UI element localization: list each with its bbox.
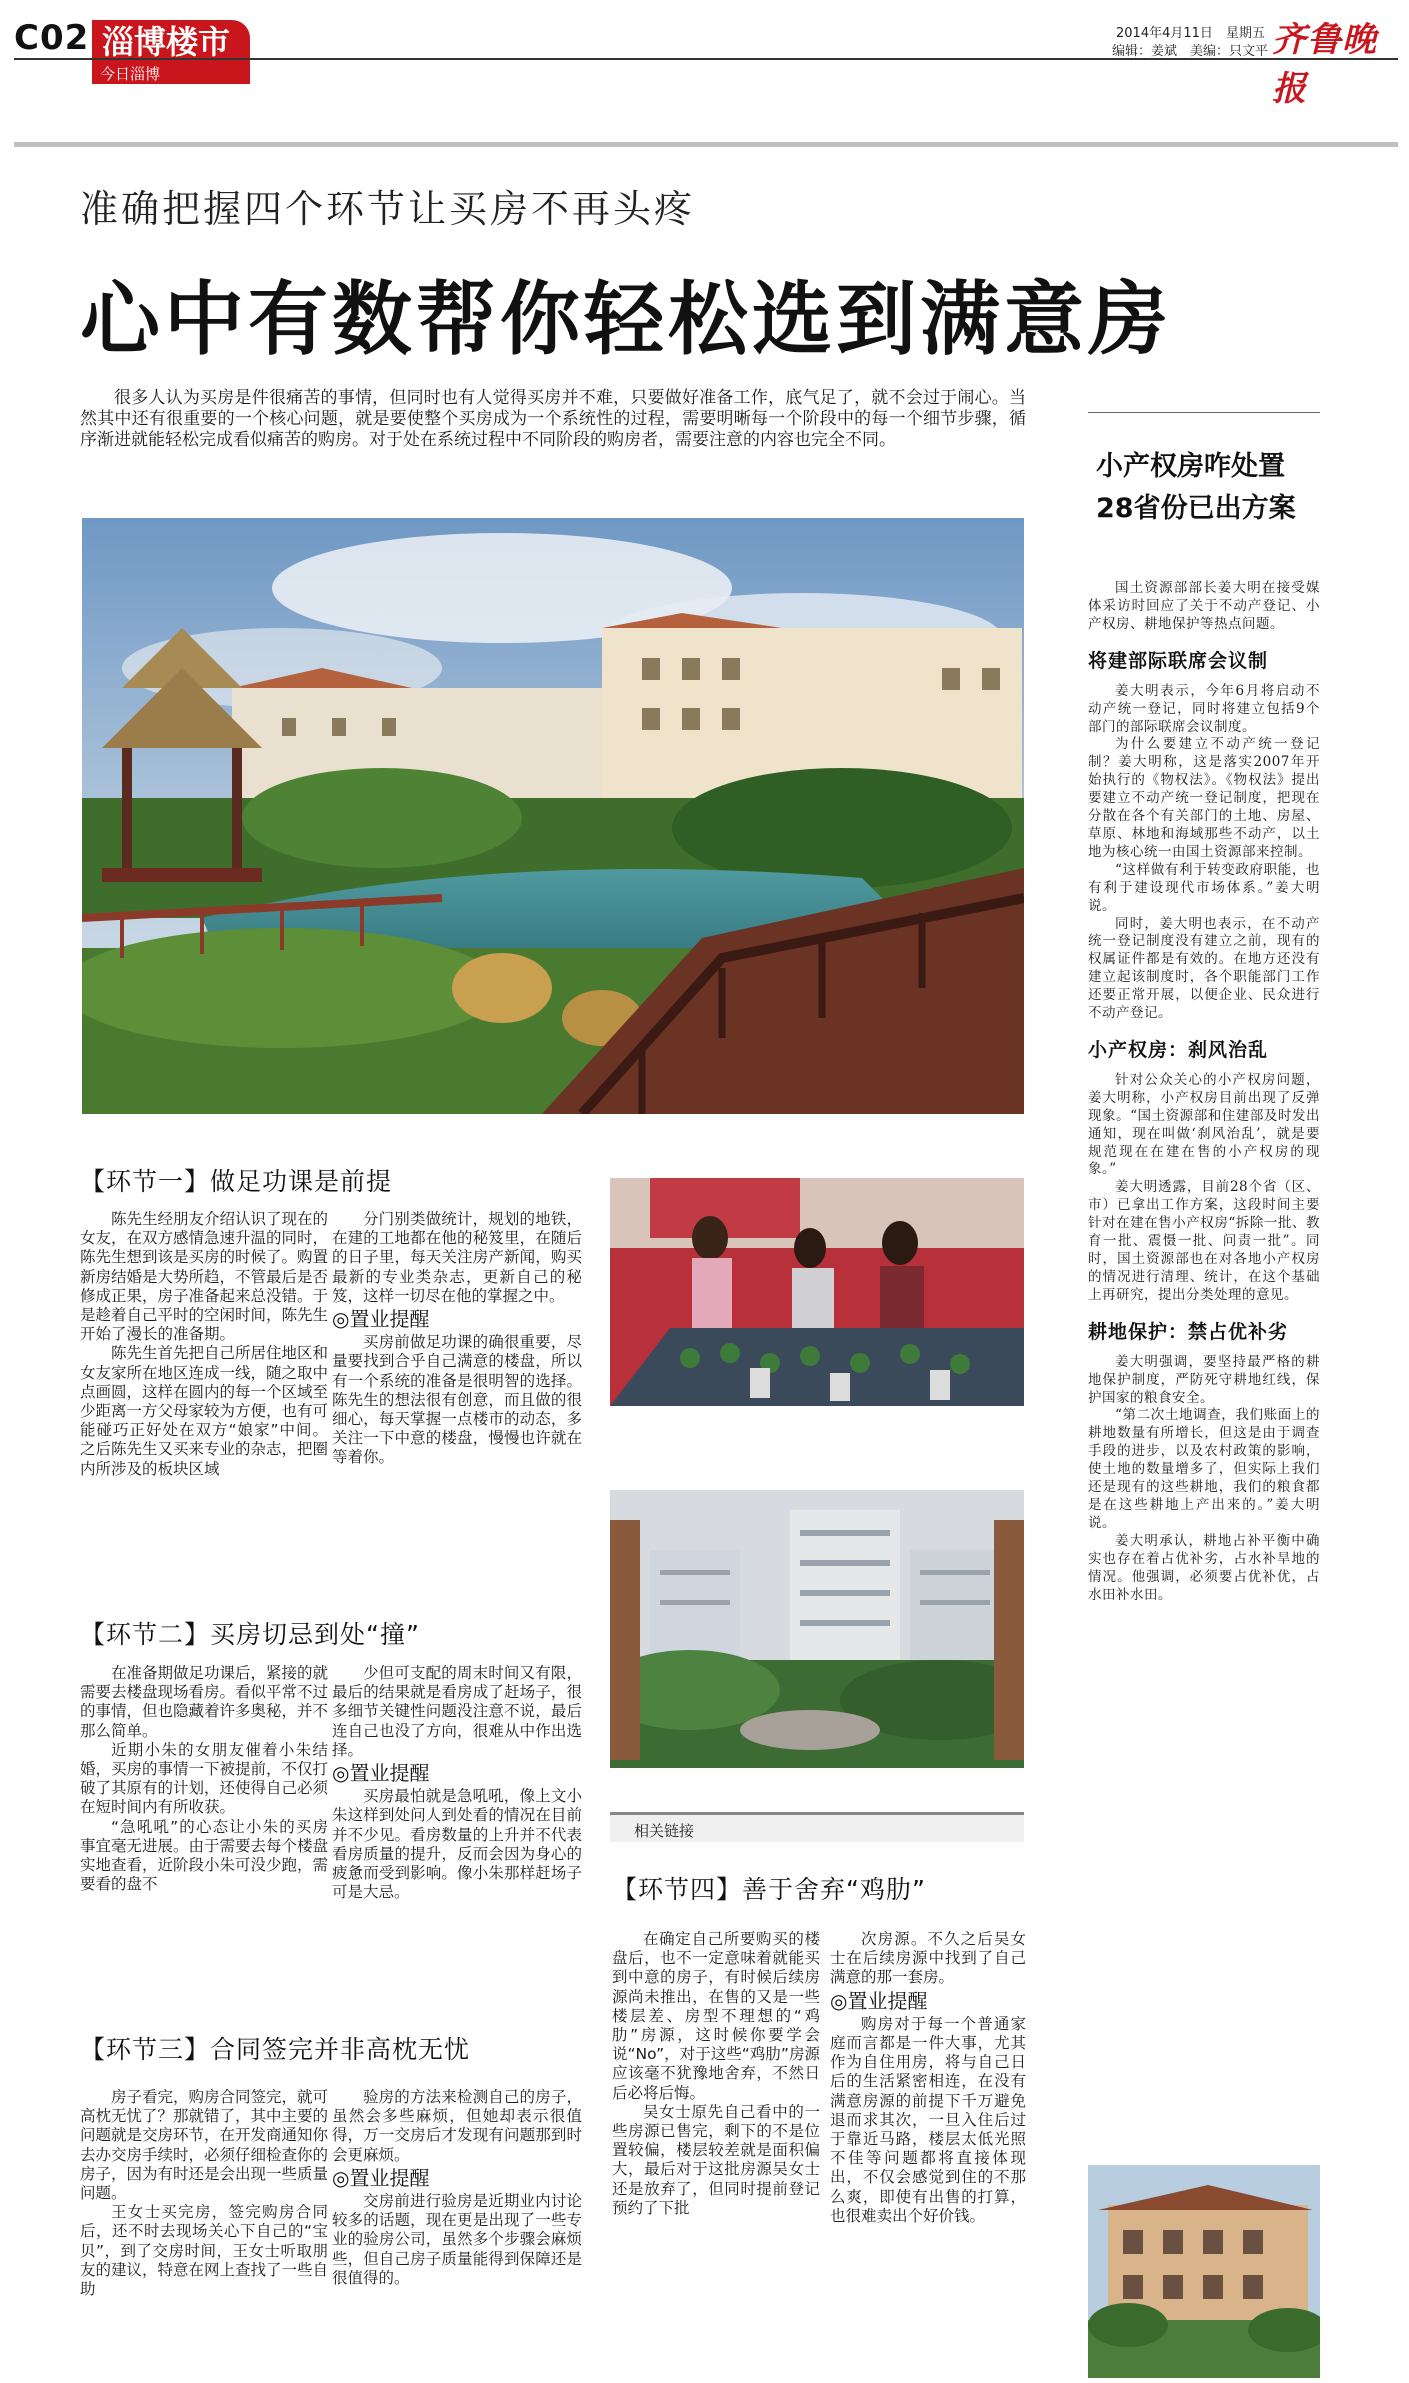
section-title-4: 【环节四】善于舍弃“鸡肋”	[612, 1875, 926, 1904]
section-3-col-1	[80, 2088, 328, 2299]
section-1-col-1	[80, 1210, 328, 1479]
tip-paragraph: 交房前进行验房是近期业内讨论较多的话题，现在更是出现了一些专业的验房公司，虽然多个步骤会麻烦些，但自己房子质量能得到保障还是很值得的。	[332, 2192, 582, 2287]
section-1-col-2	[332, 1210, 582, 1468]
article-headline: 心中有数帮你轻松选到满意房	[80, 273, 1172, 366]
header-rule	[14, 58, 1398, 60]
sidebar-title-line-1: 小产权房咋处置	[1096, 451, 1285, 482]
section-4-col-1	[612, 1930, 820, 2218]
sidebar-paragraph: 针对公众关心的小产权房问题，姜大明称，小产权房目前出现了反弹现象。“国土资源部和住建部及时发出通知，现在叫做‘刹风治乱’，就是要规范现在在建在售的小产权房的现象。”	[1088, 1071, 1320, 1178]
page-code: C02	[14, 18, 90, 58]
section-2-col-2	[332, 1664, 582, 1902]
section-title-3: 【环节三】合同签完并非高枕无忧	[80, 2035, 471, 2064]
editor-credits: 编辑：姜斌 美编：只文平	[1112, 44, 1269, 59]
sidebar-title-line-2: 28省份已出方案	[1096, 493, 1296, 524]
tip-title: ◎置业提醒	[332, 1307, 430, 1332]
sidebar-paragraph: 为什么要建立不动产统一登记制？姜大明称，这是落实2007年开始执行的《物权法》。《物权法》提出要建立不动产统一登记制度，把现在分散在各个有关部门的土地、房屋、草原、林地和海域那些不动产，以土地为核心统一由国土资源部来控制。	[1088, 736, 1320, 860]
tip-title: ◎置业提醒	[332, 2165, 430, 2190]
sidebar-head-1: 将建部际联席会议制	[1088, 649, 1269, 672]
sidebar-paragraph: “第二次土地调查，我们账面上的耕地数量有所增长，但这是由于调查手段的进步，以及农村政策的影响，使土地的数量增多了，但实际上我们还是现有的这些耕地，我们的粮食都是在这些耕地上产出来的。”姜大明说。	[1088, 1407, 1320, 1531]
paragraph: 在确定自己所要购买的楼盘后，也不一定意味着就能买到中意的房子，有时候后续房源尚未推出，在售的又是一些楼层差、房型不理想的“鸡肋”房源，这时候你要学会说“No”，对于这些“鸡肋”房源应该毫不犹豫地舍弃，不然日后必将后悔。	[612, 1930, 820, 2102]
tip-title: ◎置业提醒	[830, 1988, 928, 2013]
header-bar	[14, 142, 1398, 147]
sidebar-title	[1096, 446, 1326, 530]
tip-paragraph: 买房前做足功课的确很重要，尽量要找到合乎自己满意的楼盘，所以有一个系统的准备是很明智的选择。陈先生的想法很有创意，而且做的很细心，每天掌握一点楼市的动态，多关注一下中意的楼盘，慢慢也许就在等着你。	[332, 1333, 582, 1467]
sidebar-paragraph: 姜大明承认，耕地占补平衡中确实也存在着占优补劣，占水补旱地的情况。他强调，必须要占优补优，占水田补水田。	[1088, 1532, 1320, 1603]
paragraph: 房子看完，购房合同签完，就可高枕无忧了？那就错了，其中主要的问题就是交房环节，在开发商通知你去办交房手续时，必须仔细检查你的房子，因为有时还是会出现一些质量问题。	[80, 2088, 329, 2203]
related-links-label: 相关链接	[634, 1822, 695, 1840]
tip-paragraph: 买房最怕就是急吼吼，像上文小朱这样到处问人到处看的情况在目前并不少见。看房数量的上升并不代表看房质量的提升，反而会因为身心的疲惫而受到影响。像小朱那样赶场子可是大忌。	[332, 1787, 582, 1902]
tip-paragraph: 购房对于每一个普通家庭而言都是一件大事，尤其作为自住用房，将与自己日后的生活紧密相连，在没有满意房源的前提下千万避免退而求其次，一旦入住后过于靠近马路，楼层太低光照不佳等问题都将直接体现出，不仅会感觉到住的不那么爽，即使有出售的打算，也很难卖出个好价钱。	[830, 2014, 1026, 2225]
paragraph: 近期小朱的女朋友催着小朱结婚，买房的事情一下被提前，不仅打破了其原有的计划，还使得自己必须在短时间内有所收获。	[80, 1740, 329, 1817]
sidebar-lead: 国土资源部部长姜大明在接受媒体采访时回应了关于不动产登记、小产权房、耕地保护等热点问题。	[1088, 580, 1320, 632]
tip-title: ◎置业提醒	[332, 1761, 430, 1786]
paragraph: 验房的方法来检测自己的房子，虽然会多些麻烦，但她却表示很值得，万一交房后才发现有问题那到时会更麻烦。	[332, 2088, 582, 2164]
sales-office-photo	[610, 1178, 1024, 1406]
related-links-bar	[610, 1812, 1024, 1842]
paragraph: 陈先生首先把自己所居住地区和女友家所在地区连成一线，随之取中点画圆，这样在圆内的每一个区域至少距离一方父母家较为方便，也有可能碰巧正好处在双方“娘家”中间。之后陈先生又买来专业的杂志，把圈内所涉及的板块区域	[80, 1344, 329, 1478]
sidebar-paragraph: 同时，姜大明也表示，在不动产统一登记制度没有建立之前，现有的权属证件都是有效的。在地方还没有建立起该制度时，各个职能部门工作还要正常开展，以便企业、民众进行不动产登记。	[1088, 915, 1320, 1022]
sidebar-head-2: 小产权房：刹风治乱	[1088, 1038, 1269, 1061]
residential-community-photo	[610, 1490, 1024, 1768]
paragraph: 王女士买完房，签完购房合同后，还不时去现场关心下自己的“宝贝”，到了交房时间，王女士听取朋友的建议，特意在网上查找了一些自助	[80, 2203, 329, 2299]
section-title-2: 【环节二】买房切忌到处“撞”	[80, 1620, 420, 1649]
sidebar-paragraph: 姜大明强调，要坚持最严格的耕地保护制度，严防死守耕地红线，保护国家的粮食安全。	[1088, 1353, 1320, 1406]
paragraph: 吴女士原先自己看中的一些房源已售完，剩下的不是位置较偏，楼层较差就是面积偏大，最后对于这批房源吴女士还是放弃了，但同时提前登记预约了下批	[612, 2102, 820, 2217]
paragraph: 少但可支配的周末时间又有限，最后的结果就是看房成了赶场子，很多细节关键性问题没注意不说，最后连自己也没了方向，很难从中作出选择。	[332, 1664, 582, 1759]
article-kicker: 准确把握四个环节让买房不再头疼	[80, 187, 696, 231]
sidebar-article	[1088, 580, 1320, 1604]
paragraph: 次房源。不久之后吴女士在后续房源中找到了自己满意的那一套房。	[830, 1930, 1026, 1987]
sidebar-paragraph: 姜大明透露，目前28个省（区、市）已拿出工作方案，这段时间主要针对在建在售小产权房“拆除一批、教育一批、震慑一批、问责一批”。同时，国土资源部也在对各地小产权房的情况进行清理、统计，在这个基础上再研究，提出分类处理的意见。	[1088, 1179, 1320, 1303]
resort-photo	[82, 518, 1024, 1114]
sidebar-head-3: 耕地保护：禁占优补劣	[1088, 1320, 1289, 1343]
section-name: 淄博楼市	[102, 23, 231, 61]
sidebar-rule	[1088, 412, 1320, 413]
section-3-col-2	[332, 2088, 582, 2288]
section-2-col-1	[80, 1664, 328, 1894]
section-title-1: 【环节一】做足功课是前提	[80, 1167, 393, 1196]
issue-date: 2014年4月11日 星期五	[1116, 26, 1265, 41]
newspaper-logo: 齐鲁晚报	[1272, 20, 1377, 109]
paragraph: 在准备期做足功课后，紧接的就需要去楼盘现场看房。看似平常不过的事情，但也隐藏着许多奥秘，并不那么简单。	[80, 1664, 329, 1740]
paragraph: 陈先生经朋友介绍认识了现在的女友，在双方感情急速升温的同时，陈先生想到该是买房的时候了。购置新房结婚是大势所趋，不管最后是否修成正果，房子准备起来总没错。于是趁着自己平时的空闲时间，陈先生开始了漫长的准备期。	[80, 1210, 329, 1344]
sidebar-paragraph: “这样做有利于转变政府职能，也有利于建设现代市场体系。”姜大明说。	[1088, 861, 1320, 914]
paragraph: “急吼吼”的心态让小朱的买房事宜毫无进展。由于需要去每个楼盘实地查看，近阶段小朱可没少跑，需要看的盘不	[80, 1817, 329, 1894]
sidebar-paragraph: 姜大明表示，今年6月将启动不动产统一登记，同时将建立包括9个部门的部际联席会议制度。	[1088, 682, 1320, 735]
article-intro: 很多人认为买房是件很痛苦的事情，但同时也有人觉得买房并不难，只要做好准备工作，底气足了，就不会过于闹心。当然其中还有很重要的一个核心问题，就是要使整个买房成为一个系统性的过程，需要明晰每一个阶段中的每一个细节步骤，循序渐进就能轻松完成看似痛苦的购房。对于处在系统过程中不同阶段的购房者，需要注意的内容也完全不同。	[80, 388, 1026, 450]
paragraph: 分门别类做统计，规划的地铁，在建的工地都在他的秘笈里，在随后的日子里，每天关注房产新闻，购买最新的专业类杂志，更新自己的秘笈，这样一切尽在他的掌握之中。	[332, 1210, 582, 1305]
section-4-col-2	[830, 1930, 1026, 2226]
villa-photo	[1088, 2165, 1320, 2378]
sub-section-label: 今日淄博	[92, 64, 250, 84]
